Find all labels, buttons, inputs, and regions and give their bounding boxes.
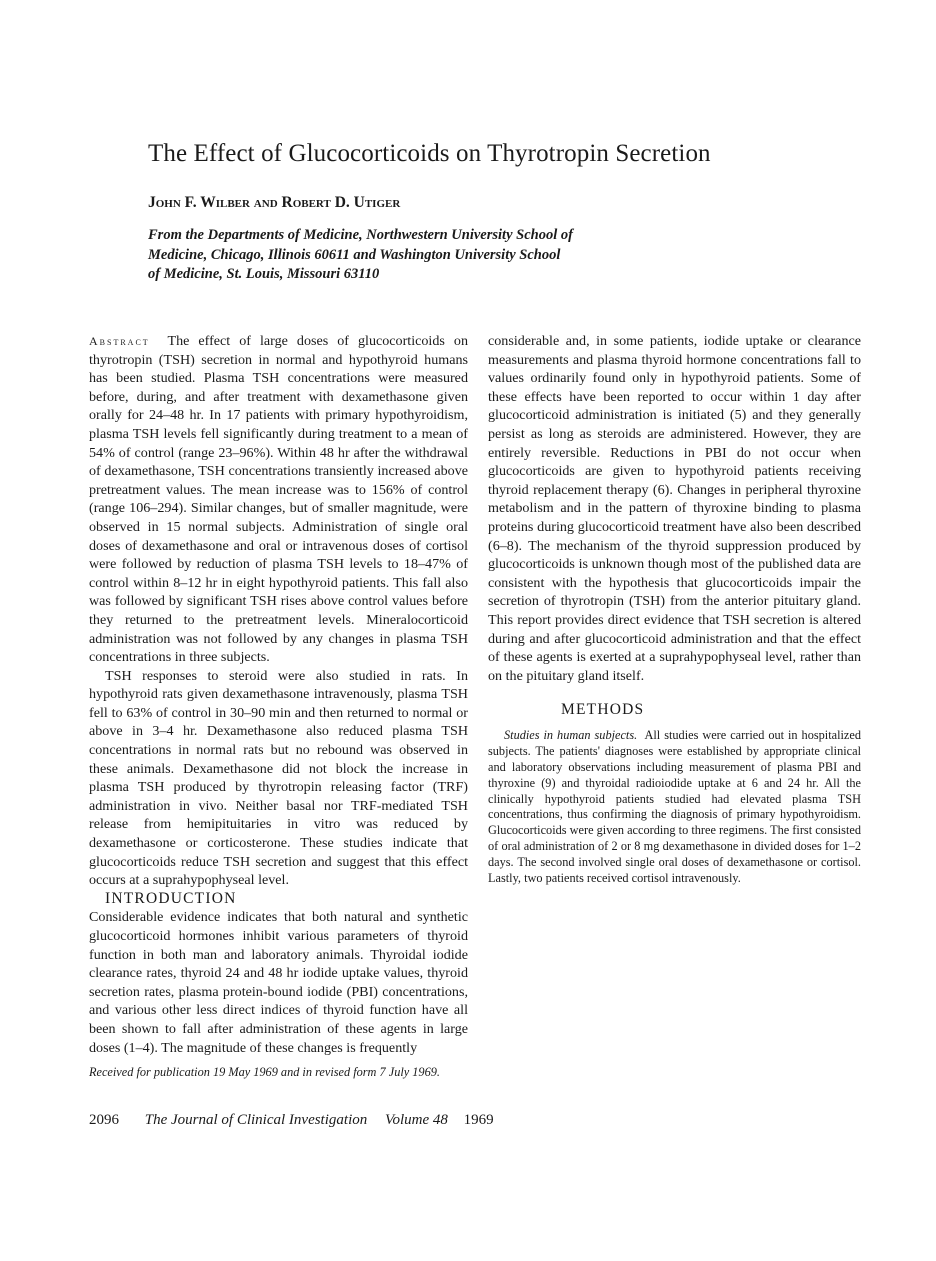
abstract-label: Abstract bbox=[89, 334, 150, 348]
author-list: John F. Wilber and Robert D. Utiger bbox=[148, 194, 401, 211]
abstract-paragraph bbox=[89, 332, 468, 667]
abstract-text: The effect of large doses of glucocorticoids on thyrotropin (TSH) secretion in normal and hypothyroid humans has been studied. Plasma TSH concentrations were measured before, during, and after treatment with dexamethasone given orally for 24–48 hr. In 17 patients with primary hypothyroidism, plasma TSH levels fell significantly during treatment to a mean of 54% of control (range 23–96%). Within 48 hr after the withdrawal of dexamethasone, TSH concentrations transiently increased above pretreatment values. The mean increase was to 156% of control (range 106–294). Similar changes, but of smaller magnitude, were observed in 15 normal subjects. Administration of single oral doses of dexamethasone and oral or intravenous doses of cortisol were followed by reduction of plasma TSH levels to 18–47% of control within 8–12 hr in eight hypothyroid patients. This fall also was followed by significant TSH rises above control values before they returned to the pretreatment levels. Mineralocorticoid administration was not followed by any changes in plasma TSH concentrations in three subjects. bbox=[89, 333, 468, 666]
journal-volume: Volume 48 bbox=[384, 1112, 448, 1128]
introduction-paragraph-continued: considerable and, in some patients, iodide uptake or clearance measurements and plasma thyroid hormone concentrations fall to values ordinarily found only in hypothyroid patients. Some of these effects have been reported to occur within 1 day after glucocorticoid administration is initiated (5) and they generally persist as long as steroids are administered. However, they are entirely reversible. Reductions in PBI do not occur when glucocorticoids are given to hypothyroid patients receiving thyroid replacement therapy (6). Changes in peripheral thyroxine metabolism and in the pattern of thyroxine binding to plasma proteins during glucocorticoid treatment have also been described (6–8). The mechanism of the thyroid suppression produced by glucocorticoids is unknown though most of the published data are consistent with the hypothesis that glucocorticoids impair the secretion of thyrotropin (TSH) from the anterior pituitary gland. This report provides direct evidence that TSH secretion is altered during and after glucocorticoid administration and that the effect of these agents is exerted at a suprahypophyseal level, rather than on the pituitary gland itself. bbox=[488, 333, 861, 684]
page-footer bbox=[89, 1112, 494, 1129]
journal-year: 1969 bbox=[463, 1112, 494, 1128]
affiliation-line: of Medicine, St. Louis, Missouri 63110 bbox=[148, 266, 380, 282]
methods-paragraph bbox=[488, 728, 861, 887]
introduction-heading: INTRODUCTION bbox=[105, 889, 237, 907]
right-column bbox=[488, 332, 861, 887]
left-column bbox=[89, 332, 468, 1057]
affiliation-line: From the Departments of Medicine, Northwestern University School of bbox=[148, 227, 573, 243]
methods-heading: METHODS bbox=[561, 701, 645, 719]
methods-runin: Studies in human subjects. bbox=[504, 727, 638, 742]
paper-title: The Effect of Glucocorticoids on Thyrotropin Secretion bbox=[148, 140, 711, 167]
methods-text: All studies were carried out in hospitalized subjects. The patients' diagnoses were established by appropriate clinical and laboratory observations including measurement of plasma PBI and thyroxine (9) and thyroidal radioiodide uptake at 6 and 24 hr. All the clinically hypothyroid patients studied had elevated plasma TSH concentrations, thus confirming the diagnosis of primary hypothyroidism. Glucocorticoids were given according to three regimens. The first consisted of oral administration of 2 or 8 mg dexamethasone in divided doses for 1–2 days. The second involved single oral doses of dexamethasone or cortisol. Lastly, two patients received cortisol intravenously. bbox=[488, 727, 861, 886]
affiliation-line: Medicine, Chicago, Illinois 60611 and Washington University School bbox=[148, 246, 561, 263]
abstract-paragraph-2: TSH responses to steroid were also studied in rats. In hypothyroid rats given dexamethasone intravenously, plasma TSH fell to 63% of control in 30–90 min and then returned to normal or above in 3–4 hr. Dexamethasone also reduced plasma TSH concentrations in normal rats but no rebound was observed in these animals. Dexamethasone did not block the increase in plasma TSH produced by thyrotropin releasing factor (TRF) administration in vivo. Neither basal nor TRF-mediated TSH release from hemipituitaries in vitro was reduced by dexamethasone or corticosterone. These studies indicate that glucocorticoids reduce TSH secretion and suggest that this effect occurs at a suprahypophyseal level. bbox=[89, 667, 468, 889]
journal-name: The Journal of Clinical Investigation bbox=[144, 1112, 368, 1128]
page-number: 2096 bbox=[89, 1112, 119, 1128]
affiliation bbox=[148, 226, 648, 285]
introduction-paragraph: Considerable evidence indicates that both natural and synthetic glucocorticoid hormones inhibit various parameters of thyroid function in both man and laboratory animals. Thyroidal iodide clearance rates, thyroid 24 and 48 hr iodide uptake values, thyroid secretion rates, plasma protein-bound iodide (PBI) concentrations, and various other less direct indices of thyroid function have all been shown to fall after administration of these agents in large doses (1–4). The magnitude of these changes is frequently bbox=[89, 909, 468, 1056]
footnote: Received for publication 19 May 1969 and in revised form 7 July 1969. bbox=[89, 1065, 440, 1079]
